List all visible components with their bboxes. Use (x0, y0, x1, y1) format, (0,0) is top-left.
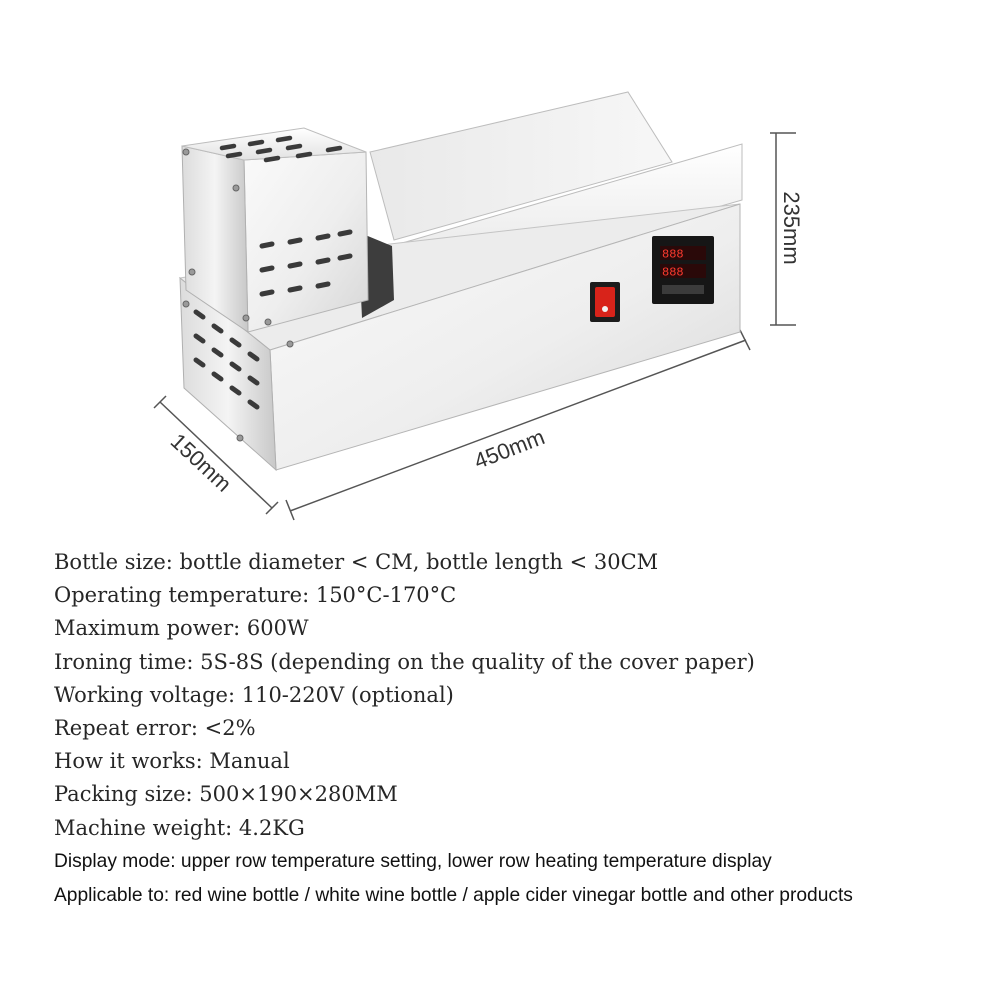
spec-list (54, 546, 984, 913)
spec-maximum-power: Maximum power: 600W (54, 616, 309, 641)
note-applicable-to: Applicable to: red wine bottle / white wine bottle / apple cider vinegar bottle and other products (54, 884, 853, 906)
spec-operating-temperature: Operating temperature: 150°C-170°C (54, 583, 457, 608)
spec-bottle-size: Bottle size: bottle diameter < CM, bottle length < 30CM (54, 550, 659, 574)
sealing-machine (180, 92, 742, 470)
svg-text:888: 888 (662, 265, 684, 280)
svg-text:888: 888 (662, 247, 684, 262)
note-display-mode: Display mode: upper row temperature setting, lower row heating temperature display (54, 850, 772, 872)
spec-machine-weight: Machine weight: 4.2KG (54, 815, 305, 840)
dimension-height (770, 133, 804, 325)
temperature-controller (652, 236, 714, 304)
spec-repeat-error: Repeat error: <2% (54, 715, 256, 740)
length-label: 450mm (470, 424, 549, 474)
spec-packing-size: Packing size: 500×190×280MM (54, 782, 398, 807)
spec-ironing-time: Ironing time: 5S-8S (depending on the quality of the cover paper) (54, 649, 755, 674)
spec-working-voltage: Working voltage: 110-220V (optional) (54, 682, 454, 707)
power-switch (590, 282, 620, 322)
spec-how-it-works: How it works: Manual (54, 749, 290, 774)
height-label: 235mm (779, 191, 804, 265)
depth-label: 150mm (165, 428, 237, 497)
